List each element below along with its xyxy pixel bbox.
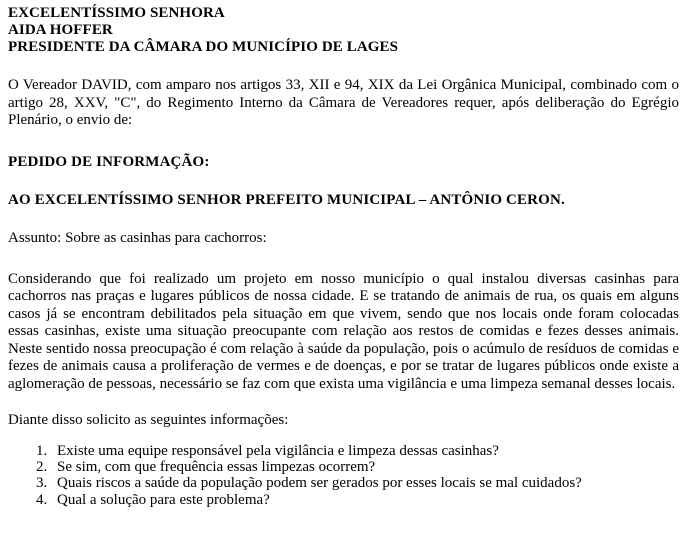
spacer-after-subject: [8, 247, 679, 271]
list-item: [8, 443, 679, 459]
questions-intro: Diante disso solicito as seguintes informações:: [8, 411, 289, 428]
addressee-line-2: AIDA HOFFER: [8, 22, 113, 38]
addressee-line-1: EXCELENTÍSSIMO SENHORA: [8, 5, 225, 21]
subject-line: Assunto: Sobre as casinhas para cachorros:: [8, 229, 267, 246]
list-item: [8, 492, 679, 508]
spacer-after-recipient-heading: [8, 209, 679, 230]
preamble-paragraph: O Vereador DAVID, com amparo nos artigos 33, XII e 94, XIX da Lei Orgânica Municipal, combinado com o artigo 28, XXV, "C", do Regimento Interno da Câmara de Vereadores requer, após deliberação do Egrégio Plenário, o envio de:: [8, 77, 679, 128]
spacer-before-list: [8, 429, 679, 443]
addressee-line-3: PRESIDENTE DA CÂMARA DO MUNICÍPIO DE LAGES: [8, 39, 399, 55]
spacer-after-request-heading: [8, 171, 679, 192]
spacer-after-addressee: [8, 56, 679, 77]
spacer-after-preamble: [8, 130, 679, 154]
questions-list: [8, 443, 679, 509]
spacer-after-body: [8, 394, 679, 412]
question-text: Se sim, com que frequência essas limpezas ocorrem?: [57, 459, 376, 476]
question-text: Qual a solução para este problema?: [57, 491, 270, 508]
list-item: [8, 475, 679, 491]
question-text: Existe uma equipe responsável pela vigilância e limpeza dessas casinhas?: [57, 442, 499, 459]
body-paragraph: Considerando que foi realizado um projeto em nosso município o qual instalou diversas casinhas para cachorros nas praças e lugares públicos de nossa cidade. E se tratando de animais de rua, os quais em alguns casos já se encontram debilitados pela situação em que vivem, sendo que nos locais onde foram colocadas essas casinhas, existe uma situação preocupante com relação aos restos de comidas e fezes desses animais. Neste sentido nossa preocupação é com relação à saúde da população, pois o acúmulo de resíduos de comidas e fezes de animais causa a proliferação de vermes e de doenças, e por se tratar de lugares públicos onde existe a aglomeração de pessoas, necessário se faz com que exista uma vigilância e uma limpeza semanal desses locais.: [8, 270, 679, 393]
request-heading: PEDIDO DE INFORMAÇÃO:: [8, 153, 210, 170]
question-text: Quais riscos a saúde da população podem ser gerados por esses locais se mal cuidados?: [57, 475, 582, 492]
addressee-block: [8, 4, 679, 56]
recipient-heading: AO EXCELENTÍSSIMO SENHOR PREFEITO MUNICIPAL – ANTÔNIO CERON.: [8, 191, 565, 208]
list-item: [8, 459, 679, 475]
